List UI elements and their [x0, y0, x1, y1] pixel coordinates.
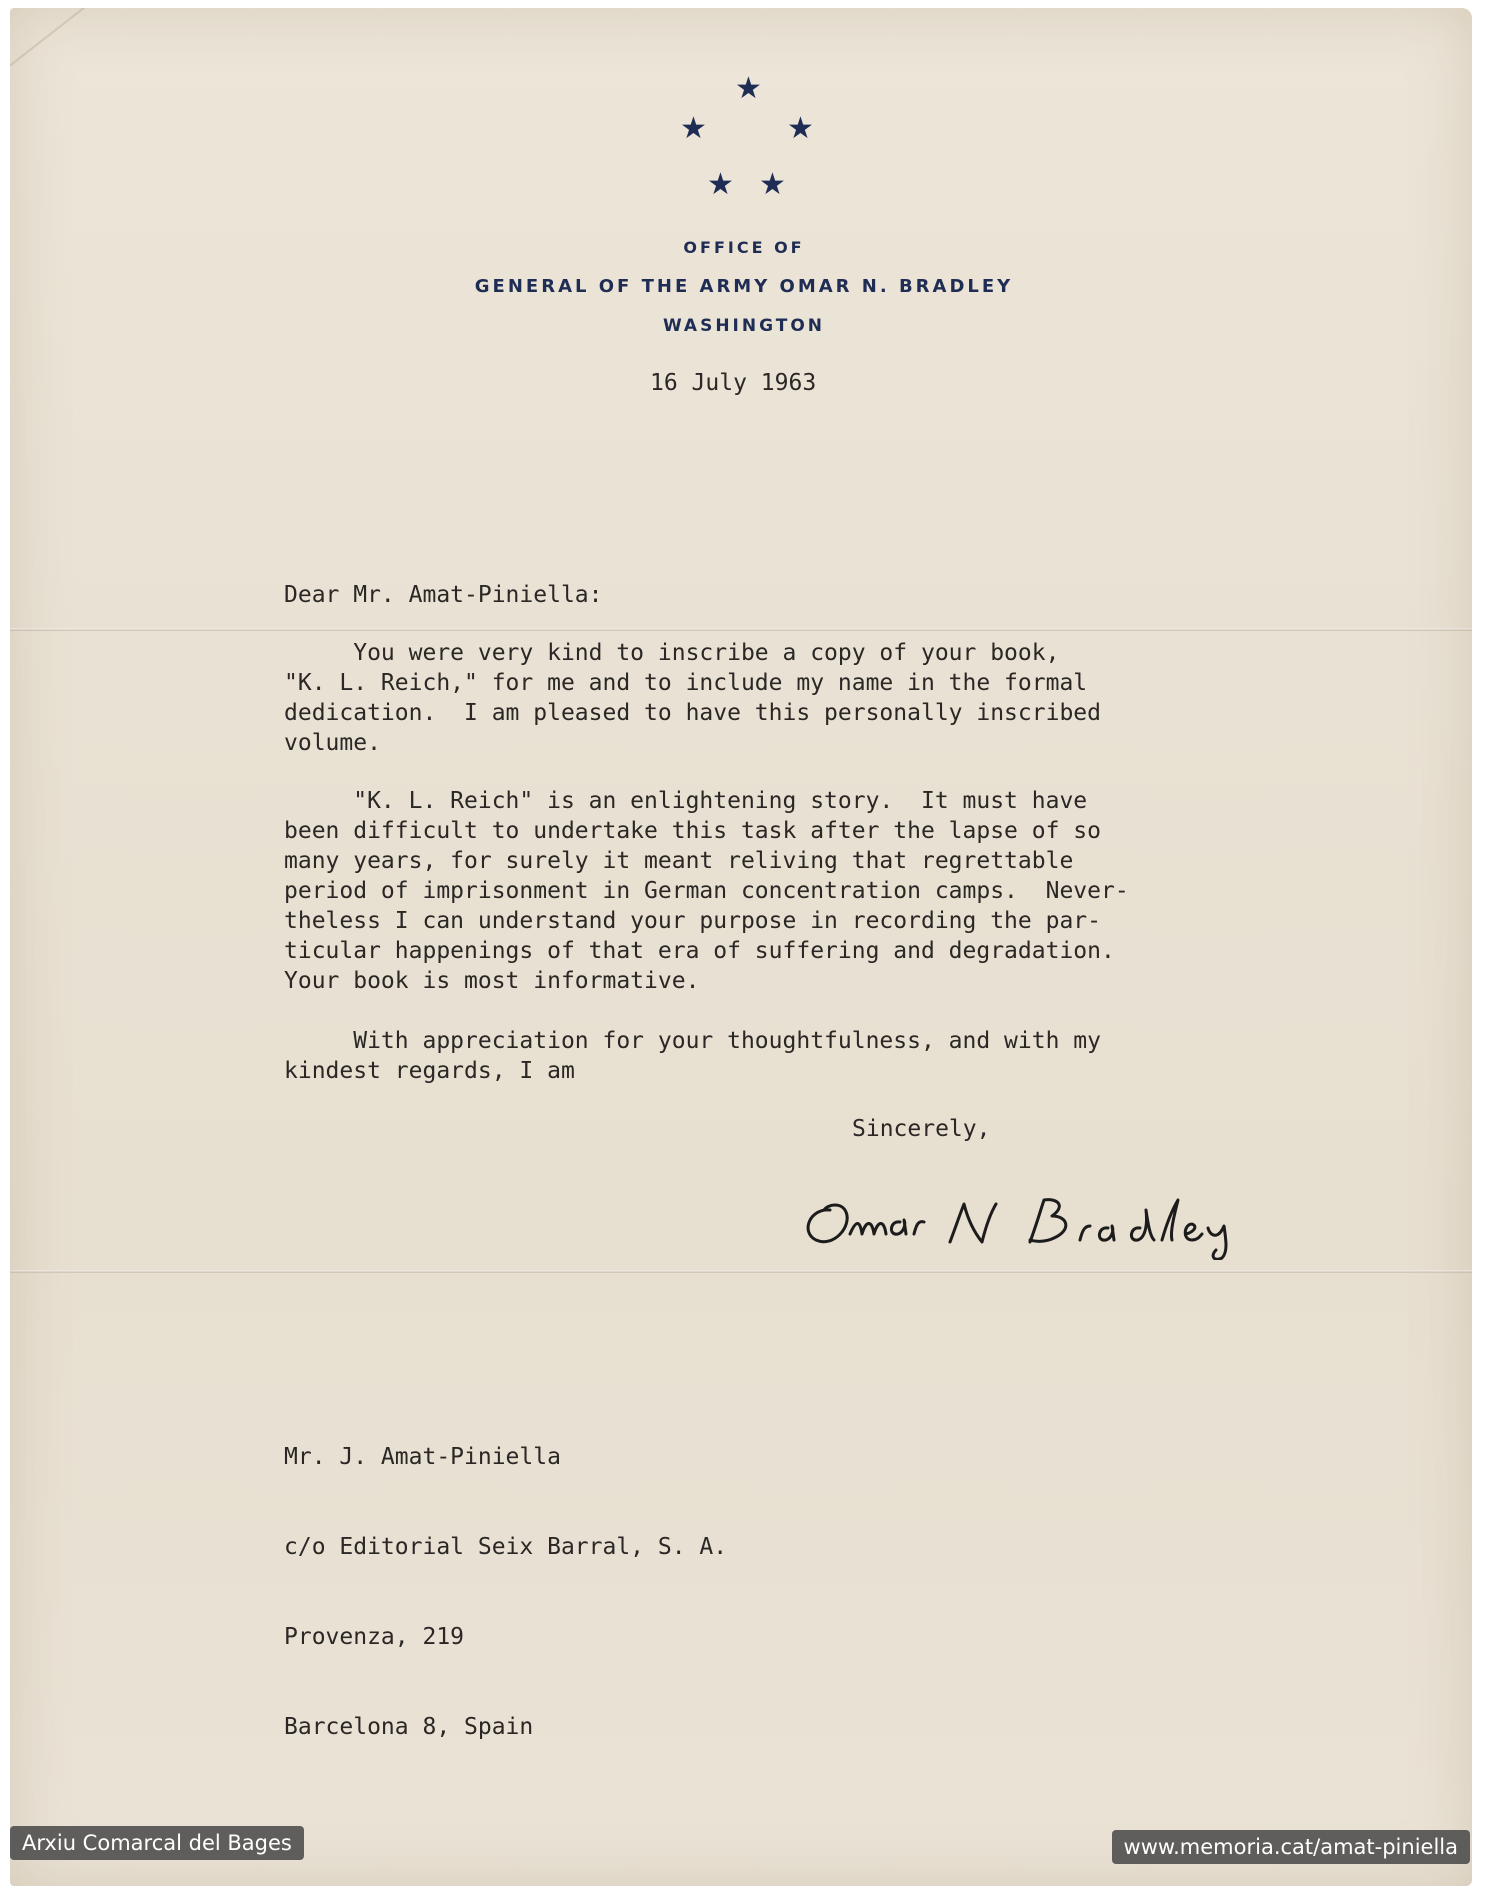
fold-line-upper [10, 628, 1472, 631]
body-paragraph-3: With appreciation for your thoughtfulness, and with my kindest regards, I am [284, 1028, 1101, 1084]
closing: Sincerely, [852, 1116, 991, 1142]
address-line: Mr. J. Amat-Piniella [284, 1444, 561, 1470]
five-star-emblem [0, 0, 1488, 220]
letterhead-office-label: OFFICE OF [683, 238, 805, 257]
star-icon: ★ [759, 167, 786, 202]
recipient-address [284, 1382, 727, 1802]
address-line: c/o Editorial Seix Barral, S. A. [284, 1534, 728, 1560]
star-icon: ★ [680, 111, 707, 146]
letterhead-city: WASHINGTON [662, 316, 826, 336]
body-paragraph-1: You were very kind to inscribe a copy of your book, "K. L. Reich," for me and to include my name in the formal dedication. I am pleased to have this personally inscribed volume. [284, 640, 1101, 756]
fold-line-lower [10, 1270, 1472, 1273]
letterhead-title: GENERAL OF THE ARMY OMAR N. BRADLEY [474, 276, 1014, 297]
star-icon: ★ [735, 71, 762, 106]
body-paragraph-2: "K. L. Reich" is an enlightening story. It must have been difficult to undertake this task after the lapse of so many years, for surely it meant reliving that regrettable period of imprisonment in German concentration camps. Never- theless I can understand your purpose in recording the par- ticular happenings of that era of suffering and degradation. Your book is most informative. [284, 788, 1129, 994]
address-line: Barcelona 8, Spain [284, 1714, 534, 1740]
letter-date: 16 July 1963 [650, 370, 817, 396]
archive-watermark: Arxiu Comarcal del Bages [10, 1826, 304, 1860]
salutation: Dear Mr. Amat-Piniella: [284, 582, 603, 608]
star-icon: ★ [707, 167, 734, 202]
star-icon: ★ [787, 111, 814, 146]
address-line: Provenza, 219 [284, 1624, 465, 1650]
handwritten-signature [790, 1170, 1330, 1260]
source-url-watermark: www.memoria.cat/amat-piniella [1112, 1830, 1470, 1864]
